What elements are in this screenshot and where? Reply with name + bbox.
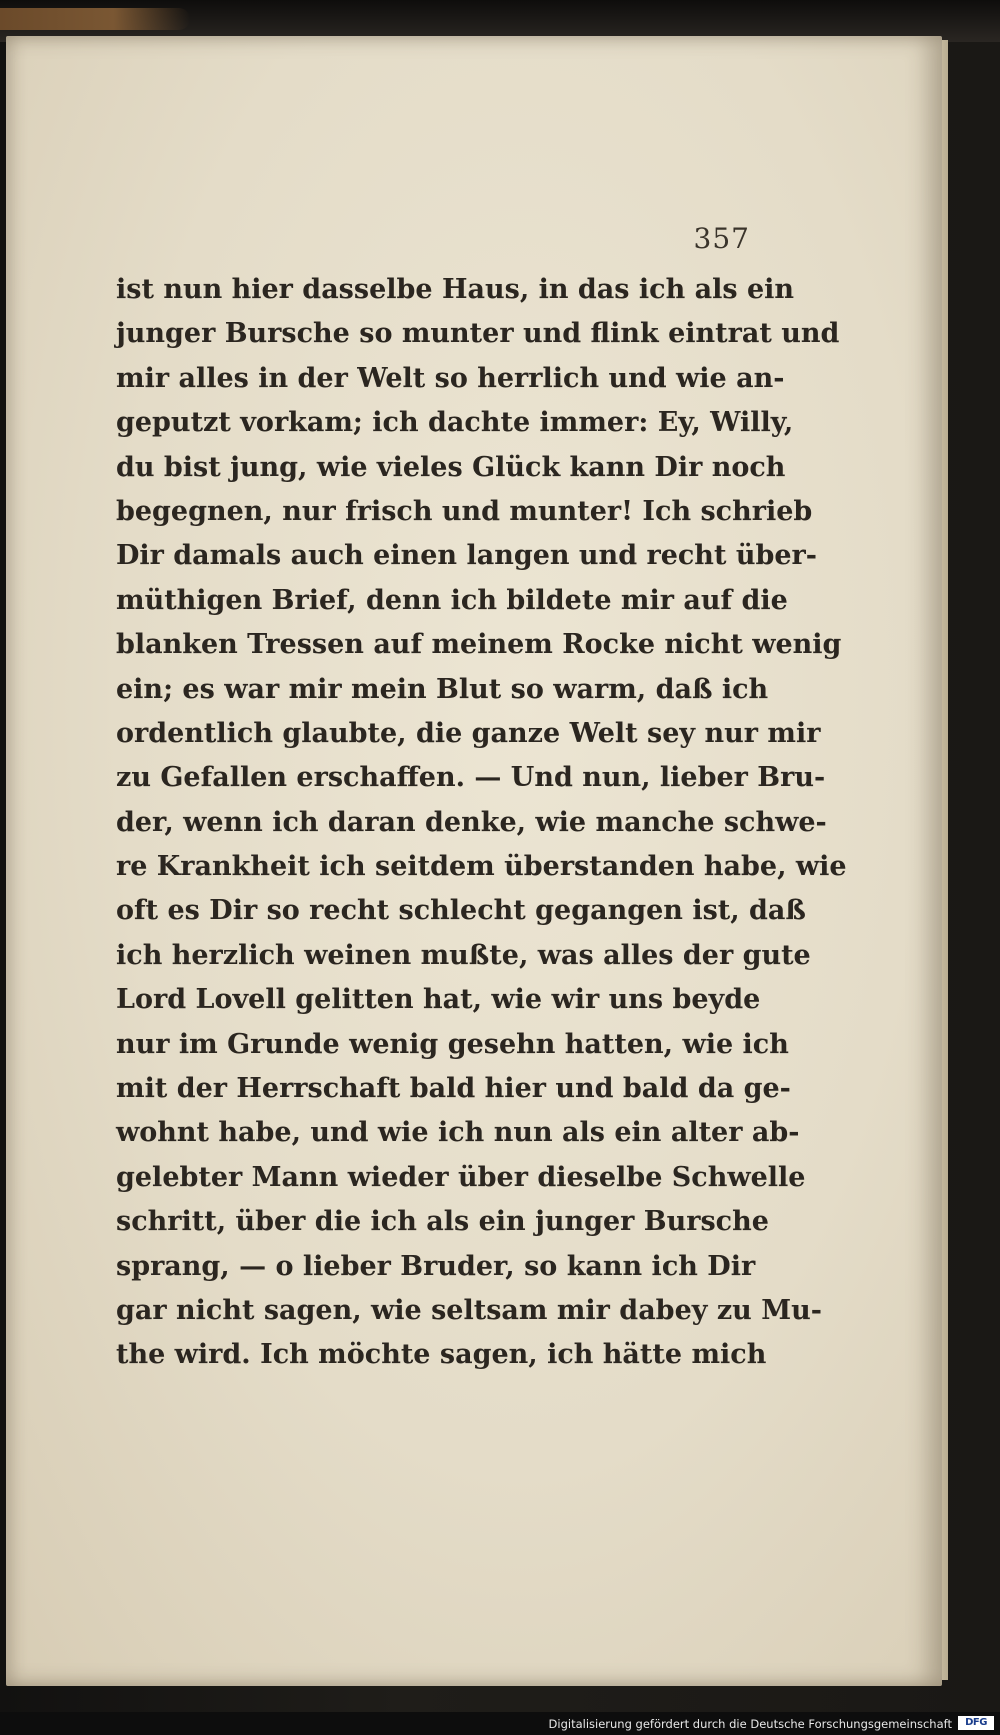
text-line: wohnt habe, und wie ich nun als ein alter ab- [116, 1117, 800, 1149]
text-line: mit der Herrschaft bald hier und bald da ge- [116, 1073, 791, 1105]
dfg-logo: DFG [958, 1716, 994, 1730]
text-line: re Krankheit ich seitdem überstanden habe, wie [116, 851, 847, 883]
digitization-credit: Digitalisierung gefördert durch die Deutsche Forschungsgemeinschaft [548, 1717, 952, 1731]
text-line: oft es Dir so recht schlecht gegangen ist, daß [116, 895, 806, 927]
body-text [116, 268, 847, 1378]
text-line: gar nicht sagen, wie seltsam mir dabey zu Mu- [116, 1294, 822, 1326]
text-line: Lord Lovell gelitten hat, wie wir uns beyde [116, 984, 761, 1016]
text-line: ich herzlich weinen mußte, was alles der gute [116, 939, 811, 971]
text-line: geputzt vorkam; ich dachte immer: Ey, Willy, [116, 407, 794, 439]
text-line: der, wenn ich daran denke, wie manche schwe- [116, 806, 827, 838]
text-line: ist nun hier dasselbe Haus, in das ich als ein [116, 274, 795, 305]
book-binding-edge [0, 8, 190, 30]
text-line: nur im Grunde wenig gesehn hatten, wie ich [116, 1028, 789, 1060]
text-line: du bist jung, wie vieles Glück kann Dir noch [116, 451, 786, 483]
text-line: begegnen, nur frisch und munter! Ich schrieb [116, 495, 813, 527]
text-line: mir alles in der Welt so herrlich und wie an- [116, 362, 785, 394]
text-line: ein; es war mir mein Blut so warm, daß ich [116, 673, 769, 705]
text-line: the wird. Ich möchte sagen, ich hätte mich [116, 1339, 767, 1371]
text-line: schritt, über die ich als ein junger Bursche [116, 1206, 769, 1238]
text-line: zu Gefallen erschaffen. — Und nun, lieber Bru- [116, 762, 826, 794]
text-line: blanken Tressen auf meinem Rocke nicht wenig [116, 629, 842, 661]
text-line: müthigen Brief, denn ich bildete mir auf die [116, 584, 788, 616]
text-line: gelebter Mann wieder über dieselbe Schwelle [116, 1161, 806, 1193]
text-line: ordentlich glaubte, die ganze Welt sey nur mir [116, 717, 821, 749]
text-line: sprang, — o lieber Bruder, so kann ich Dir [116, 1250, 756, 1282]
text-line: junger Bursche so munter und flink eintrat und [116, 318, 840, 350]
page-number: 357 [693, 222, 750, 255]
text-line: Dir damals auch einen langen und recht über- [116, 540, 817, 572]
